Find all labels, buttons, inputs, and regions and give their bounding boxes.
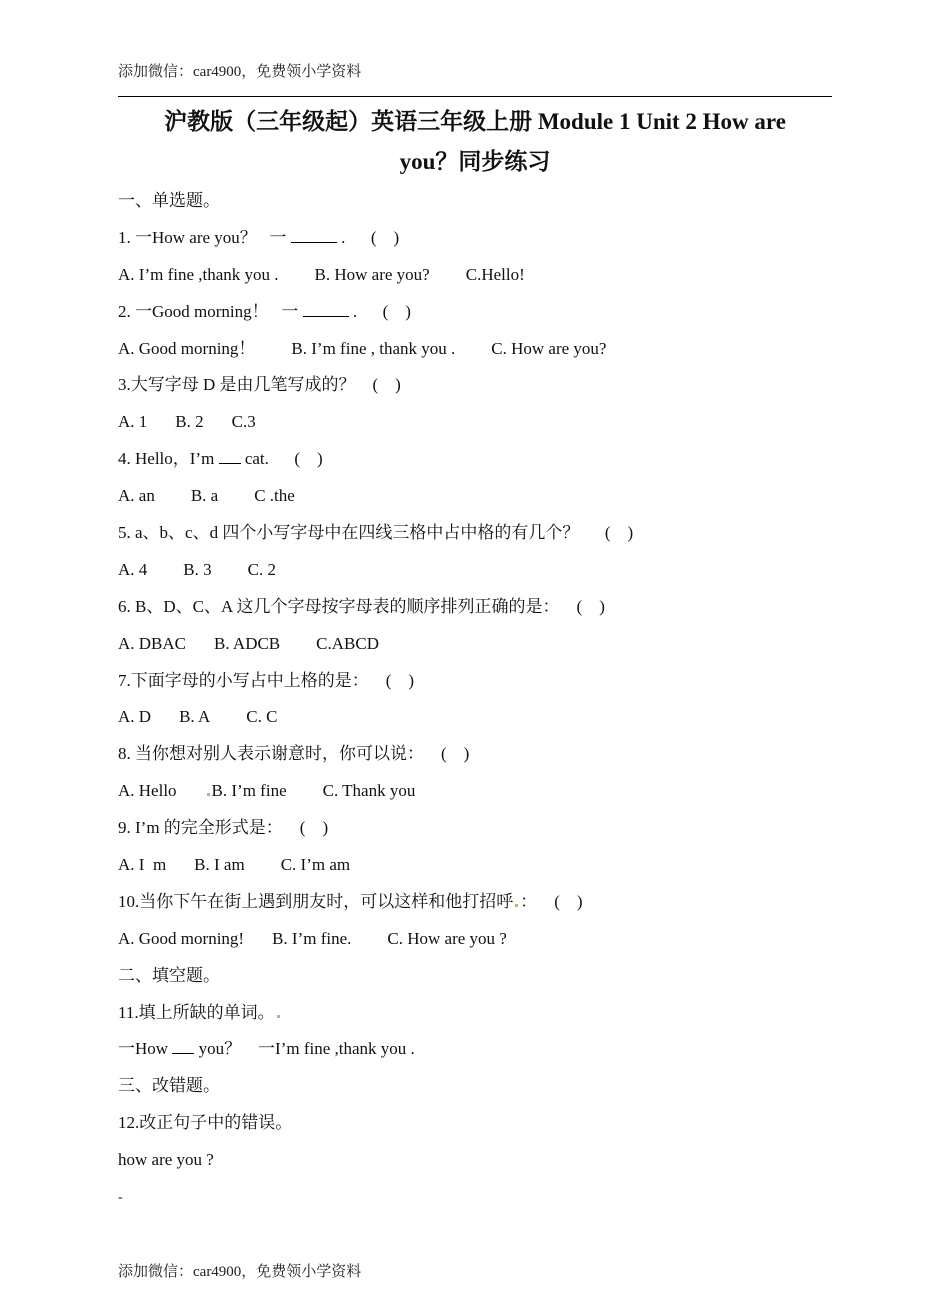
- question-3: 3.大写字母 D 是由几笔写成的？ ( ): [118, 375, 401, 395]
- stray-mark: [277, 1015, 280, 1018]
- question-11: 11.填上所缺的单词。: [118, 995, 832, 1032]
- question-2: 2. 一Good morning！ 一 . ( ): [118, 301, 411, 321]
- question-8: 8. 当你想对别人表示谢意时，你可以说： ( ): [118, 744, 470, 764]
- stray-mark-text: -: [118, 1190, 123, 1205]
- section-heading: 二、填空题。: [118, 965, 220, 985]
- options-5: A. 4 B. 3 C. 2: [118, 559, 276, 579]
- question-7: 7.下面字母的小写占中上格的是： ( ): [118, 670, 415, 690]
- options-1: A. I’m fine ,thank you . B. How are you? C.Hello!: [118, 264, 525, 284]
- options-6: A. DBAC B. ADCB C.ABCD: [118, 633, 379, 653]
- options-7: A. D B. A C. C: [118, 707, 278, 727]
- title-line-1: 沪教版（三年级起）英语三年级上册 Module 1 Unit 2 How are: [164, 109, 786, 134]
- options-9: A. I m B. I am C. I’m am: [118, 855, 351, 875]
- answer-blank: [172, 1053, 194, 1054]
- question-4: 4. Hello，I’m cat. ( ): [118, 449, 323, 469]
- options-8: A. Hello B. I’m fine C. Thank you: [118, 781, 416, 801]
- options-10: A. Good morning! B. I’m fine. C. How are you ?: [118, 928, 507, 948]
- header-divider: [118, 96, 832, 97]
- section-heading: 一、单选题。: [118, 191, 220, 210]
- options-3: A. 1 B. 2 C.3: [118, 412, 256, 432]
- answer-blank: [291, 242, 337, 243]
- options-2: A. Good morning！ B. I’m fine , thank you . C. How are you?: [118, 338, 607, 358]
- question-9: 9. I’m 的完全形式是： ( ): [118, 818, 329, 838]
- stray-mark: [515, 904, 518, 907]
- page-header: 添加微信：car4900，免费领小学资料: [118, 64, 362, 80]
- question-1: 1. 一How are you？ 一 . ( ): [118, 227, 400, 247]
- section-heading: 三、改错题。: [118, 1076, 220, 1096]
- answer-blank: [303, 316, 349, 317]
- stray-mark: [207, 793, 210, 796]
- question-6: 6. B、D、C、A 这几个字母按字母表的顺序排列正确的是： ( ): [118, 596, 605, 616]
- answer-blank: [219, 463, 241, 464]
- question-12: 12.改正句子中的错误。: [118, 1113, 293, 1133]
- document-title: [118, 102, 832, 182]
- question-10: 10.当你下午在街上遇到朋友时，可以这样和他打招呼 ： ( ): [118, 891, 583, 911]
- document-body: [118, 183, 832, 1179]
- question-11-line: 一How you？ 一I’m fine ,thank you .: [118, 1039, 415, 1059]
- question-12-sentence: how are you ?: [118, 1150, 214, 1170]
- options-4: A. an B. a C .the: [118, 486, 295, 506]
- title-line-2: you？同步练习: [399, 149, 551, 174]
- page-footer: 添加微信：car4900，免费领小学资料: [118, 1264, 362, 1280]
- question-5: 5. a、b、c、d 四个小写字母中在四线三格中占中格的有几个？ ( ): [118, 523, 634, 543]
